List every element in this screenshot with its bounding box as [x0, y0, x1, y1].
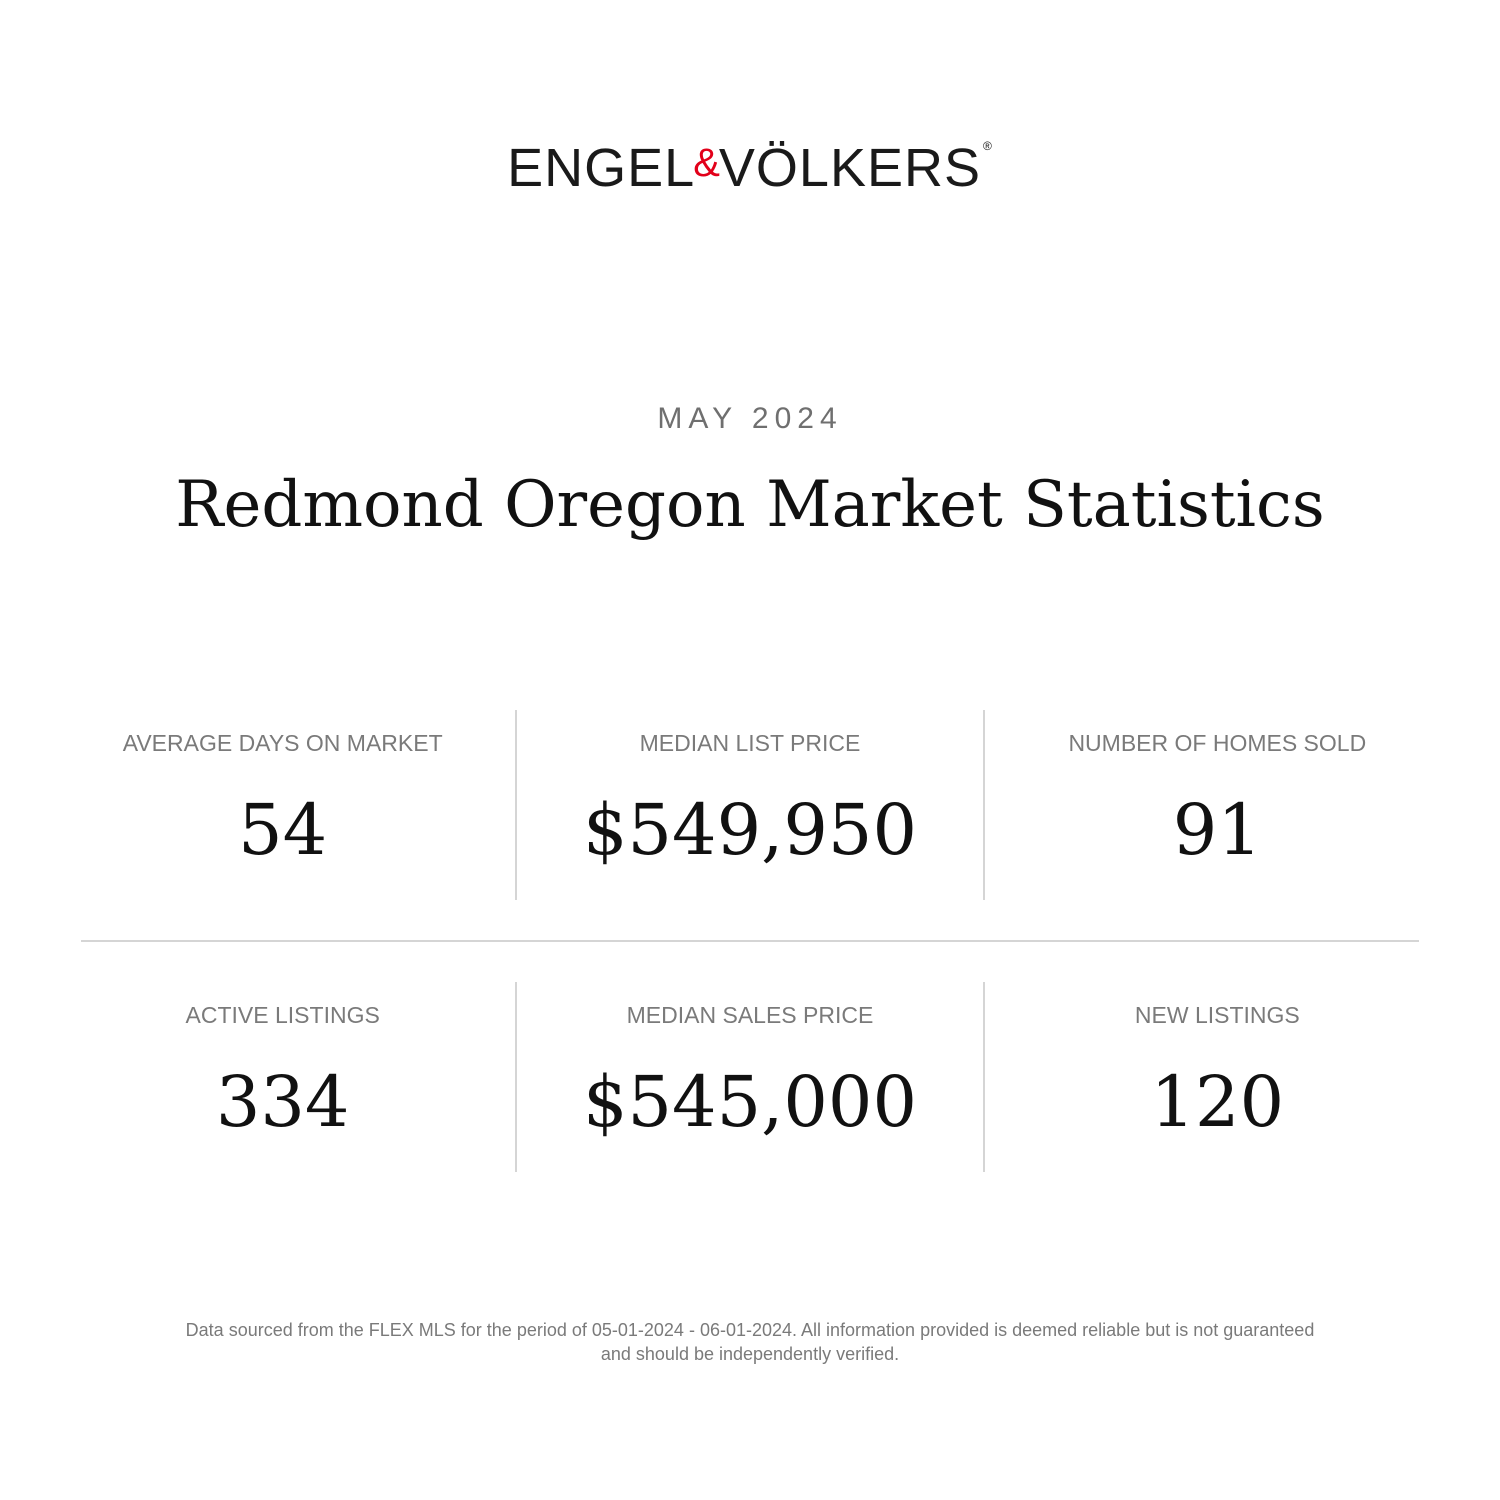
- disclaimer-line-1: Data sourced from the FLEX MLS for the period of 05-01-2024 - 06-01-2024. All information provided is deemed reliable but is not guaranteed: [185, 1320, 1315, 1340]
- stat-label: NEW LISTINGS: [1134, 1002, 1300, 1028]
- stat-active-listings: [50, 982, 515, 1172]
- stat-label: MEDIAN LIST PRICE: [639, 730, 861, 756]
- stats-row-2: [50, 982, 1450, 1172]
- stat-new-listings: [983, 982, 1450, 1172]
- disclaimer-line-2: and should be independently verified.: [600, 1344, 900, 1364]
- stat-value: 334: [215, 1061, 350, 1143]
- stat-value: $549,950: [582, 789, 917, 871]
- disclaimer: [100, 1318, 1400, 1366]
- brand-logo-part2: VÖLKERS: [718, 138, 982, 198]
- stat-value: $545,000: [582, 1061, 917, 1143]
- stat-value: 120: [1150, 1061, 1285, 1143]
- stats-row-1: [50, 710, 1450, 900]
- brand-logo-part1: ENGEL: [507, 138, 696, 198]
- stat-label: NUMBER OF HOMES SOLD: [1068, 730, 1367, 756]
- stat-label: MEDIAN SALES PRICE: [626, 1002, 874, 1028]
- brand-logo-ampersand: &: [693, 141, 721, 185]
- stat-average-days-on-market: [50, 710, 515, 900]
- stat-number-of-homes-sold: [983, 710, 1450, 900]
- stat-value: 91: [1172, 789, 1262, 871]
- page-title: Redmond Oregon Market Statistics: [175, 468, 1325, 542]
- registered-mark: ®: [983, 139, 993, 153]
- stat-label: ACTIVE LISTINGS: [185, 1002, 380, 1028]
- brand-logo: [0, 138, 1500, 198]
- stat-label: AVERAGE DAYS ON MARKET: [122, 730, 443, 756]
- stat-median-list-price: [515, 710, 982, 900]
- report-period: MAY 2024: [657, 402, 843, 435]
- row-divider: [81, 940, 1419, 942]
- stat-value: 54: [238, 789, 328, 871]
- stat-median-sales-price: [515, 982, 982, 1172]
